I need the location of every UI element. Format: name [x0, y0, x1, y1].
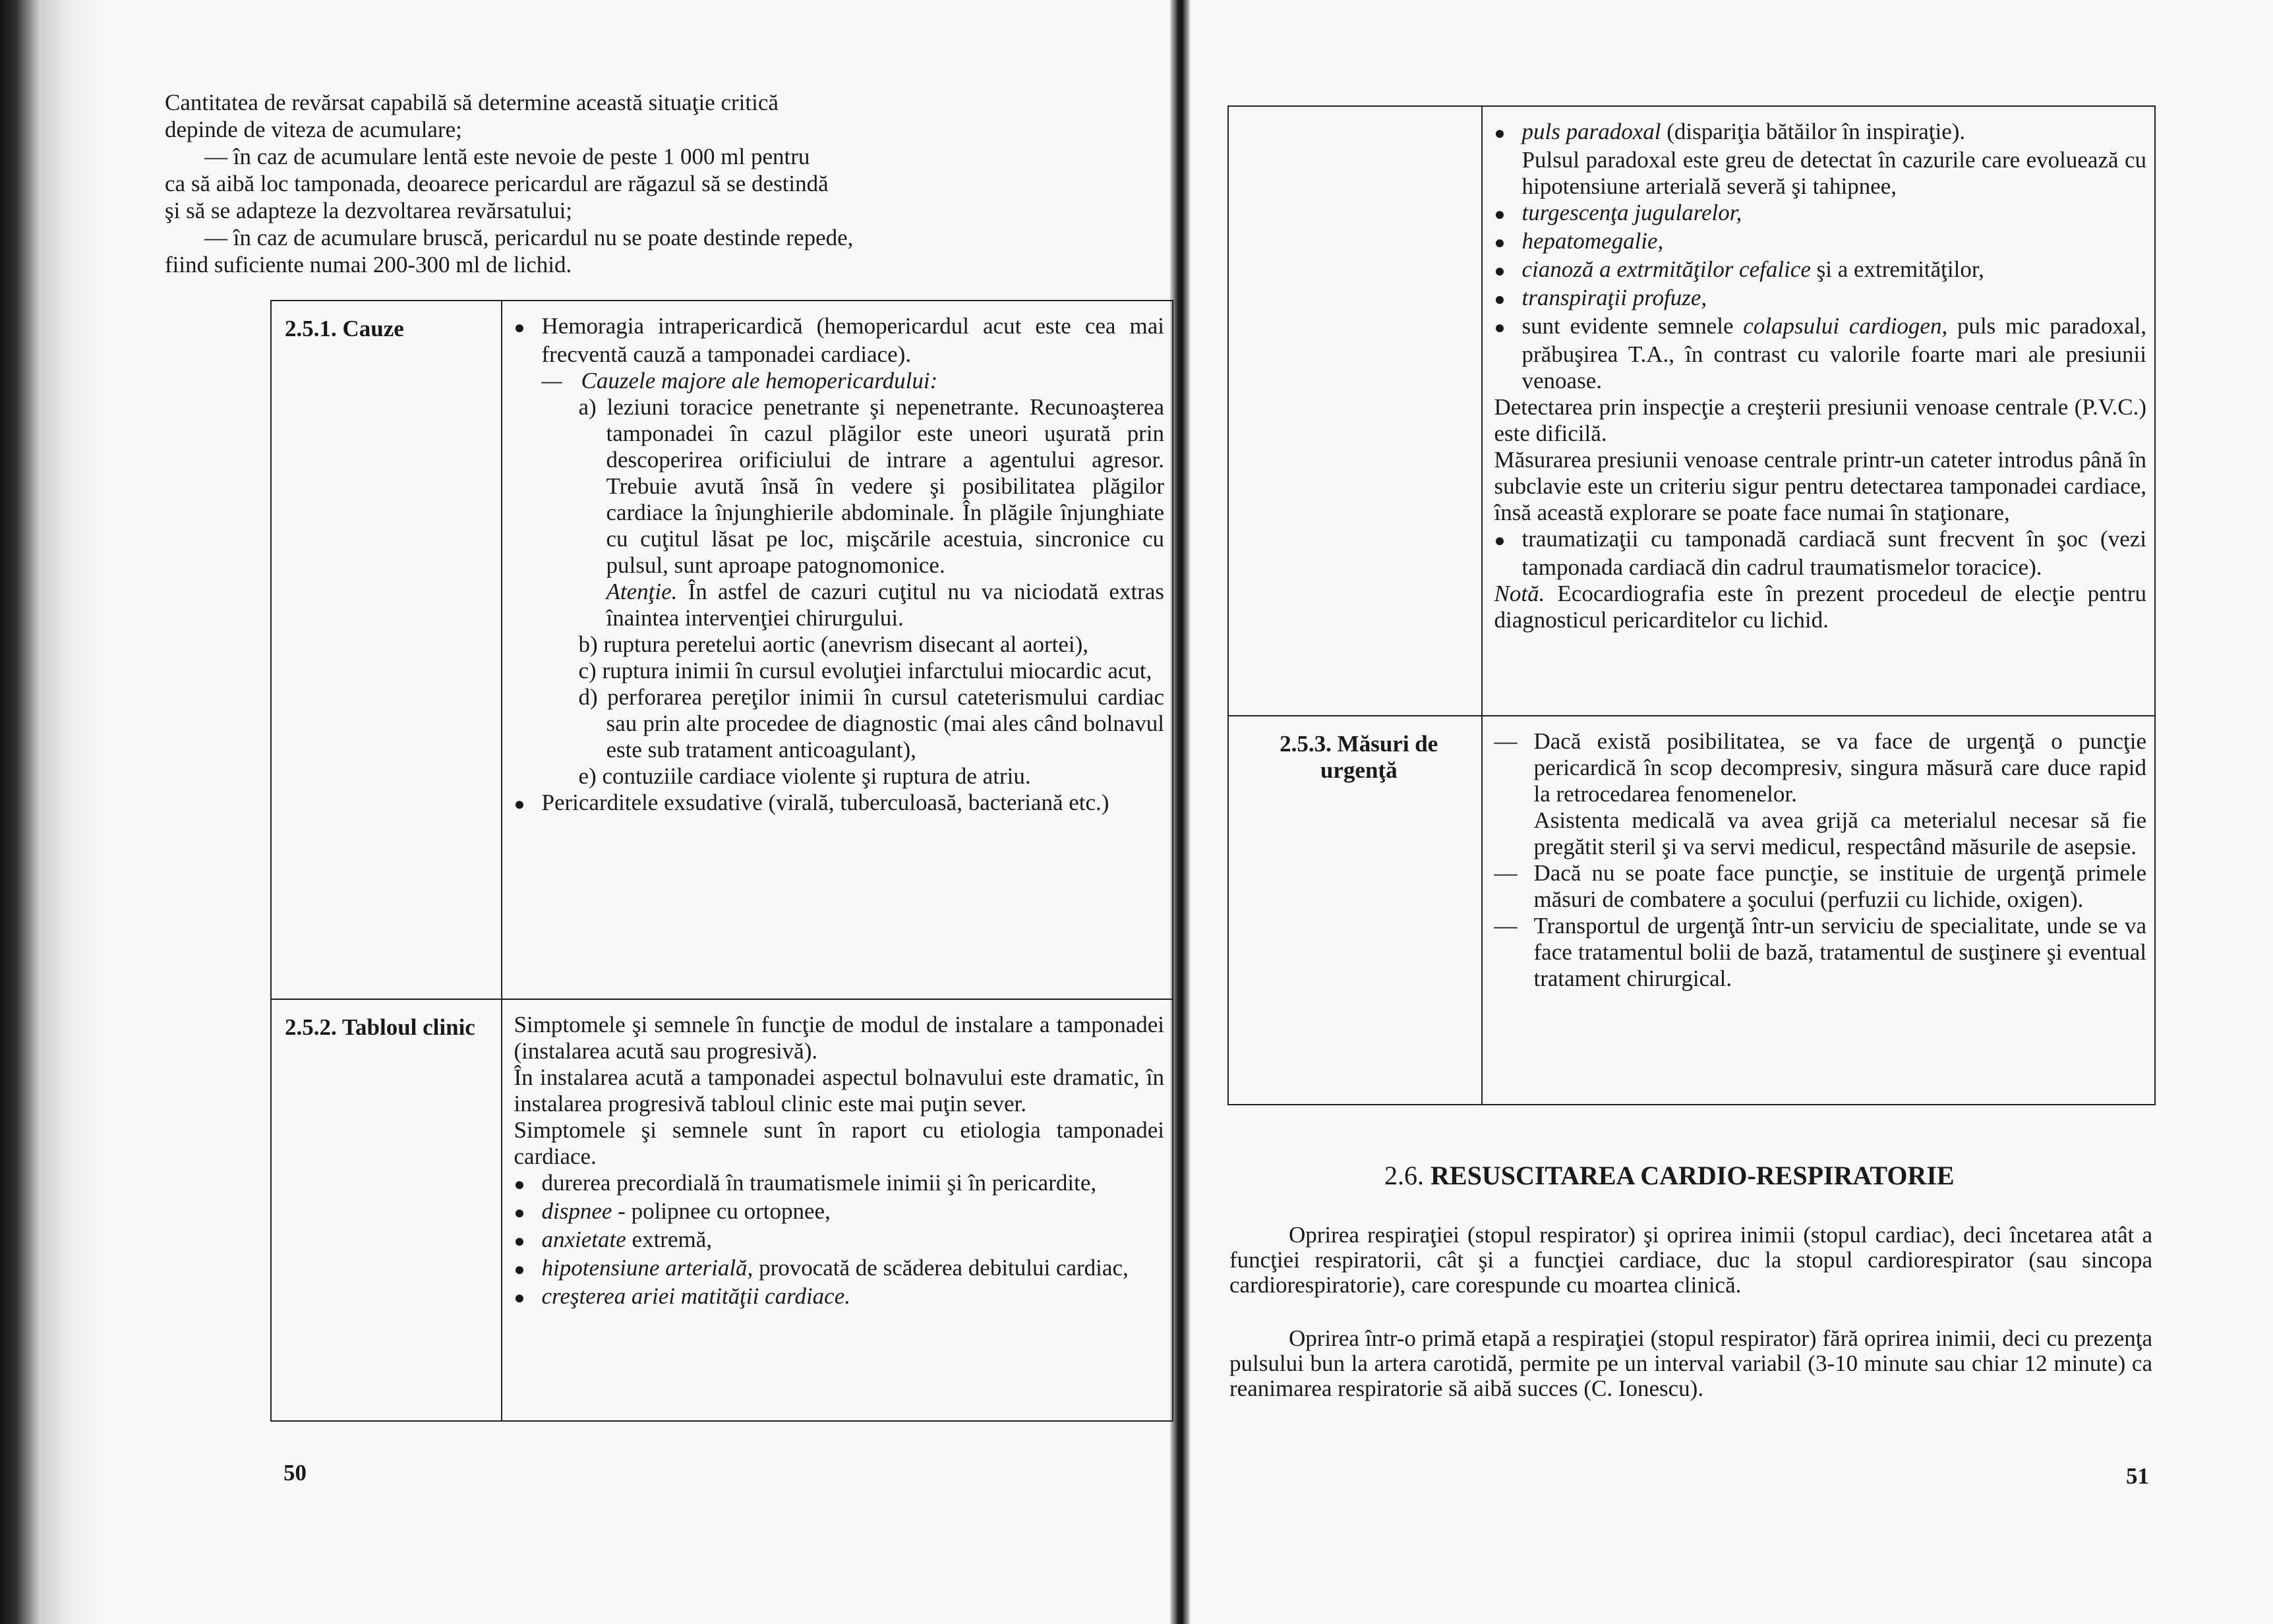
- heading-masuri-urgenta: 2.5.3. Măsuri de urgenţă: [1228, 716, 1482, 1105]
- paragraph: Asistenta medicală va avea grijă ca meterialul necesar să fie pregătit steril şi va servi medicul, respectând măsurile de asepsie.: [1533, 807, 2146, 859]
- tabloul-content: [502, 999, 1173, 1421]
- bullet-term: dispnee: [541, 1198, 612, 1224]
- bullet-item: ● hepatomegalie,: [1494, 228, 2147, 256]
- bullet-term: hipotensiune arterială,: [541, 1255, 753, 1281]
- bullet-item: ● durerea precordială în traumatismele inimii şi în pericardite,: [514, 1170, 1165, 1198]
- intro-line: fiind suficiente numai 200-300 ml de lichid.: [165, 252, 572, 277]
- nota-label: Notă.: [1494, 581, 1545, 606]
- intro-text: [165, 89, 1187, 278]
- row-cauze: [271, 301, 1173, 999]
- bullet-item: ● traumatizaţii cu tamponadă cardiacă sunt frecvent în şoc (vezi tamponada cardiacă din cadrul traumatismelor toracice).: [1494, 526, 2147, 581]
- body-paragraph: Oprirea într-o primă etapă a respiraţiei (stopul respirator) fără oprirea inimii, deci cu prezenţa pulsului bun la artera carotidă, permite pe un interval variabil (3-10 minute sau chiar 12 minute) ca reanimarea respiratorie să aibă succes (C. Ionescu).: [1229, 1325, 2152, 1401]
- bullet-item: [514, 1255, 1165, 1283]
- scan-left-edge: [0, 0, 99, 1624]
- heading-cauze: 2.5.1. Cauze: [271, 301, 502, 999]
- bullet-term: puls paradoxal: [1521, 119, 1661, 144]
- paragraph: Pulsul paradoxal este greu de detectat în cazurile care evoluează cu hipotensiune arterială severă şi tahipnee,: [1521, 147, 2146, 199]
- masuri-content: [1482, 716, 2156, 1105]
- row-simptome-cont: [1228, 106, 2155, 716]
- nota-text: Ecocardiografia este în prezent procedeul de elecţie pentru diagnosticul pericarditelor cu lichid.: [1494, 581, 2146, 633]
- bullet-item: ● transpiraţii profuze,: [1494, 285, 2147, 313]
- bullet-item: ● Hemoragia intrapericardică (hemopericardul acut este cea mai frecventă cauză a tamponadei cardiace).: [514, 313, 1165, 368]
- list-item: b) ruptura peretelui aortic (anevrism disecant al aortei),: [578, 631, 1089, 657]
- page-number-right: 51: [2126, 1463, 2149, 1489]
- bullet-text: sunt evidente semnele: [1521, 313, 1744, 339]
- intro-line: Cantitatea de revărsat capabilă să determine această situaţie critică: [165, 90, 779, 115]
- bullet-text: (dispariţia bătăilor în inspiraţie).: [1661, 119, 1966, 144]
- list-item: a) leziuni toracice penetrante şi nepenetrante. Recunoaşterea tamponadei în cazul plăgilor este uneori uşurată prin descoperirea orificiului de intrare a agentului agresor. Trebuie avută însă în vedere şi posibilitatea plăgilor cardiace la înjunghierile abdominale. În plăgile înjunghiate cu cuţitul lăsat pe loc, mişcările acestuia, sincronice cu pulsul, sunt aproape patognomonice.: [578, 394, 1164, 578]
- bullet-item: [1494, 313, 2147, 394]
- right-table: [1227, 105, 2156, 1105]
- bullet-text: - polipnee cu ortopnee,: [612, 1198, 831, 1224]
- atentie-label: Atenţie.: [606, 579, 678, 604]
- body-paragraph: Oprirea respiraţiei (stopul respirator) şi oprirea inimii (stopul cardiac), deci încetarea atât a funcţiei respiratorii, cât şi a funcţiei cardiace, duc la stopul cardiorespirator (sau sincopa cardiorespiratorie), care corespunde cu moartea clinică.: [1229, 1222, 2152, 1298]
- bullet-item: [514, 1283, 1165, 1312]
- paragraph: Detectarea prin inspecţie a creşterii presiunii venoase centrale (P.V.C.) este dificilă.: [1494, 394, 2146, 446]
- note-nota: [1494, 581, 2147, 633]
- bullet-item: [514, 1227, 1165, 1255]
- bullet-item: [514, 1198, 1165, 1227]
- intro-line: — în caz de acumulare bruscă, pericardul nu se poate destinde repede,: [204, 225, 854, 250]
- intro-line: şi să se adapteze la dezvoltarea revărsatului;: [165, 198, 573, 223]
- bullet-text: extremă,: [626, 1227, 712, 1252]
- note-atentie: [514, 579, 1165, 631]
- subheading-cauze-majore: — Cauzele majore ale hemopericardului:: [514, 368, 1165, 394]
- row-tabloul-clinic: [271, 999, 1173, 1421]
- dash-item: — Transportul de urgenţă într-un serviciu de specialitate, unde se va face tratamentul bolii de bază, tratamentul de susţinere şi eventual tratament chirurgical.: [1494, 913, 2147, 992]
- atentie-text: În astfel de cazuri cuţitul nu va niciodată extras înaintea intervenţiei chirurgului.: [606, 579, 1164, 631]
- cauze-content: [502, 301, 1173, 999]
- bullet-term: colapsului cardiogen,: [1743, 313, 1948, 339]
- dash-item: — Dacă nu se poate face puncţie, se instituie de urgenţă primele măsuri de combatere a şocului (perfuzii cu lichide, oxigen).: [1494, 860, 2147, 913]
- list-item: c) ruptura inimii în cursul evoluţiei infarctului miocardic acut,: [578, 658, 1152, 683]
- list-item: d) perforarea pereţilor inimii în cursul cateterismului cardiac sau prin alte procedee de diagnostic (mai ales când bolnavul este sub tratament anticoagulant),: [578, 684, 1164, 763]
- bullet-text: provocată de scăderea debitului cardiac,: [753, 1255, 1129, 1281]
- section-title: [1384, 1160, 1955, 1191]
- paragraph: Simptomele şi semnele în funcţie de modul de instalare a tamponadei (instalarea acută sau progresivă).: [514, 1012, 1164, 1064]
- bullet-text: şi a extremităţilor,: [1810, 256, 1984, 282]
- paragraph: În instalarea acută a tamponadei aspectul bolnavului este dramatic, în instalarea progresivă tabloul clinic este mai puţin sever.: [514, 1064, 1164, 1116]
- dash-item: — Dacă există posibilitatea, se va face de urgenţă o puncţie pericardică în scop decompresiv, singura măsură care duce rapid la retrocedarea fenomenelor.: [1494, 728, 2147, 807]
- left-table: [270, 300, 1173, 1422]
- heading-tabloul-clinic: 2.5.2. Tabloul clinic: [271, 999, 502, 1421]
- heading-empty: [1228, 106, 1482, 716]
- bullet-term: cianoză a extrmităţilor cefalice: [1521, 256, 1811, 282]
- section-number: 2.6.: [1384, 1161, 1424, 1190]
- section-heading: RESUSCITAREA CARDIO-RESPIRATORIE: [1431, 1161, 1955, 1190]
- intro-line: — în caz de acumulare lentă este nevoie de peste 1 000 ml pentru: [204, 144, 810, 169]
- bullet-item: [1494, 256, 2147, 285]
- intro-line: depinde de viteza de acumulare;: [165, 117, 462, 142]
- row-masuri-urgenta: [1228, 716, 2155, 1105]
- list-item: e) contuziile cardiace violente şi ruptura de atriu.: [578, 763, 1031, 789]
- simptome-content: [1482, 106, 2156, 716]
- paragraph: Simptomele şi semnele sunt în raport cu etiologia tamponadei cardiace.: [514, 1117, 1164, 1169]
- bullet-text: puls mic paradoxal, prăbuşirea T.A., în contrast cu valorile foarte mari ale presiunii venoase.: [1521, 313, 2146, 393]
- bullet-term: anxietate: [541, 1227, 626, 1252]
- intro-line: ca să aibă loc tamponada, deoarece pericardul are răgazul să se destindă: [165, 171, 829, 196]
- paragraph: Măsurarea presiunii venoase centrale printr-un cateter introdus până în subclavie este un criteriu sigur pentru detectarea tamponadei cardiace, însă această explorare se poate face numai în staţionare,: [1494, 447, 2146, 525]
- page-number-left: 50: [283, 1460, 307, 1486]
- bullet-term: creşterea ariei matităţii cardiace.: [541, 1283, 851, 1309]
- bullet-item: ● Pericarditele exsudative (virală, tuberculoasă, bacteriană etc.): [514, 790, 1165, 818]
- bullet-item: ● turgescenţa jugularelor,: [1494, 200, 2147, 228]
- bullet-item: [1494, 119, 2147, 147]
